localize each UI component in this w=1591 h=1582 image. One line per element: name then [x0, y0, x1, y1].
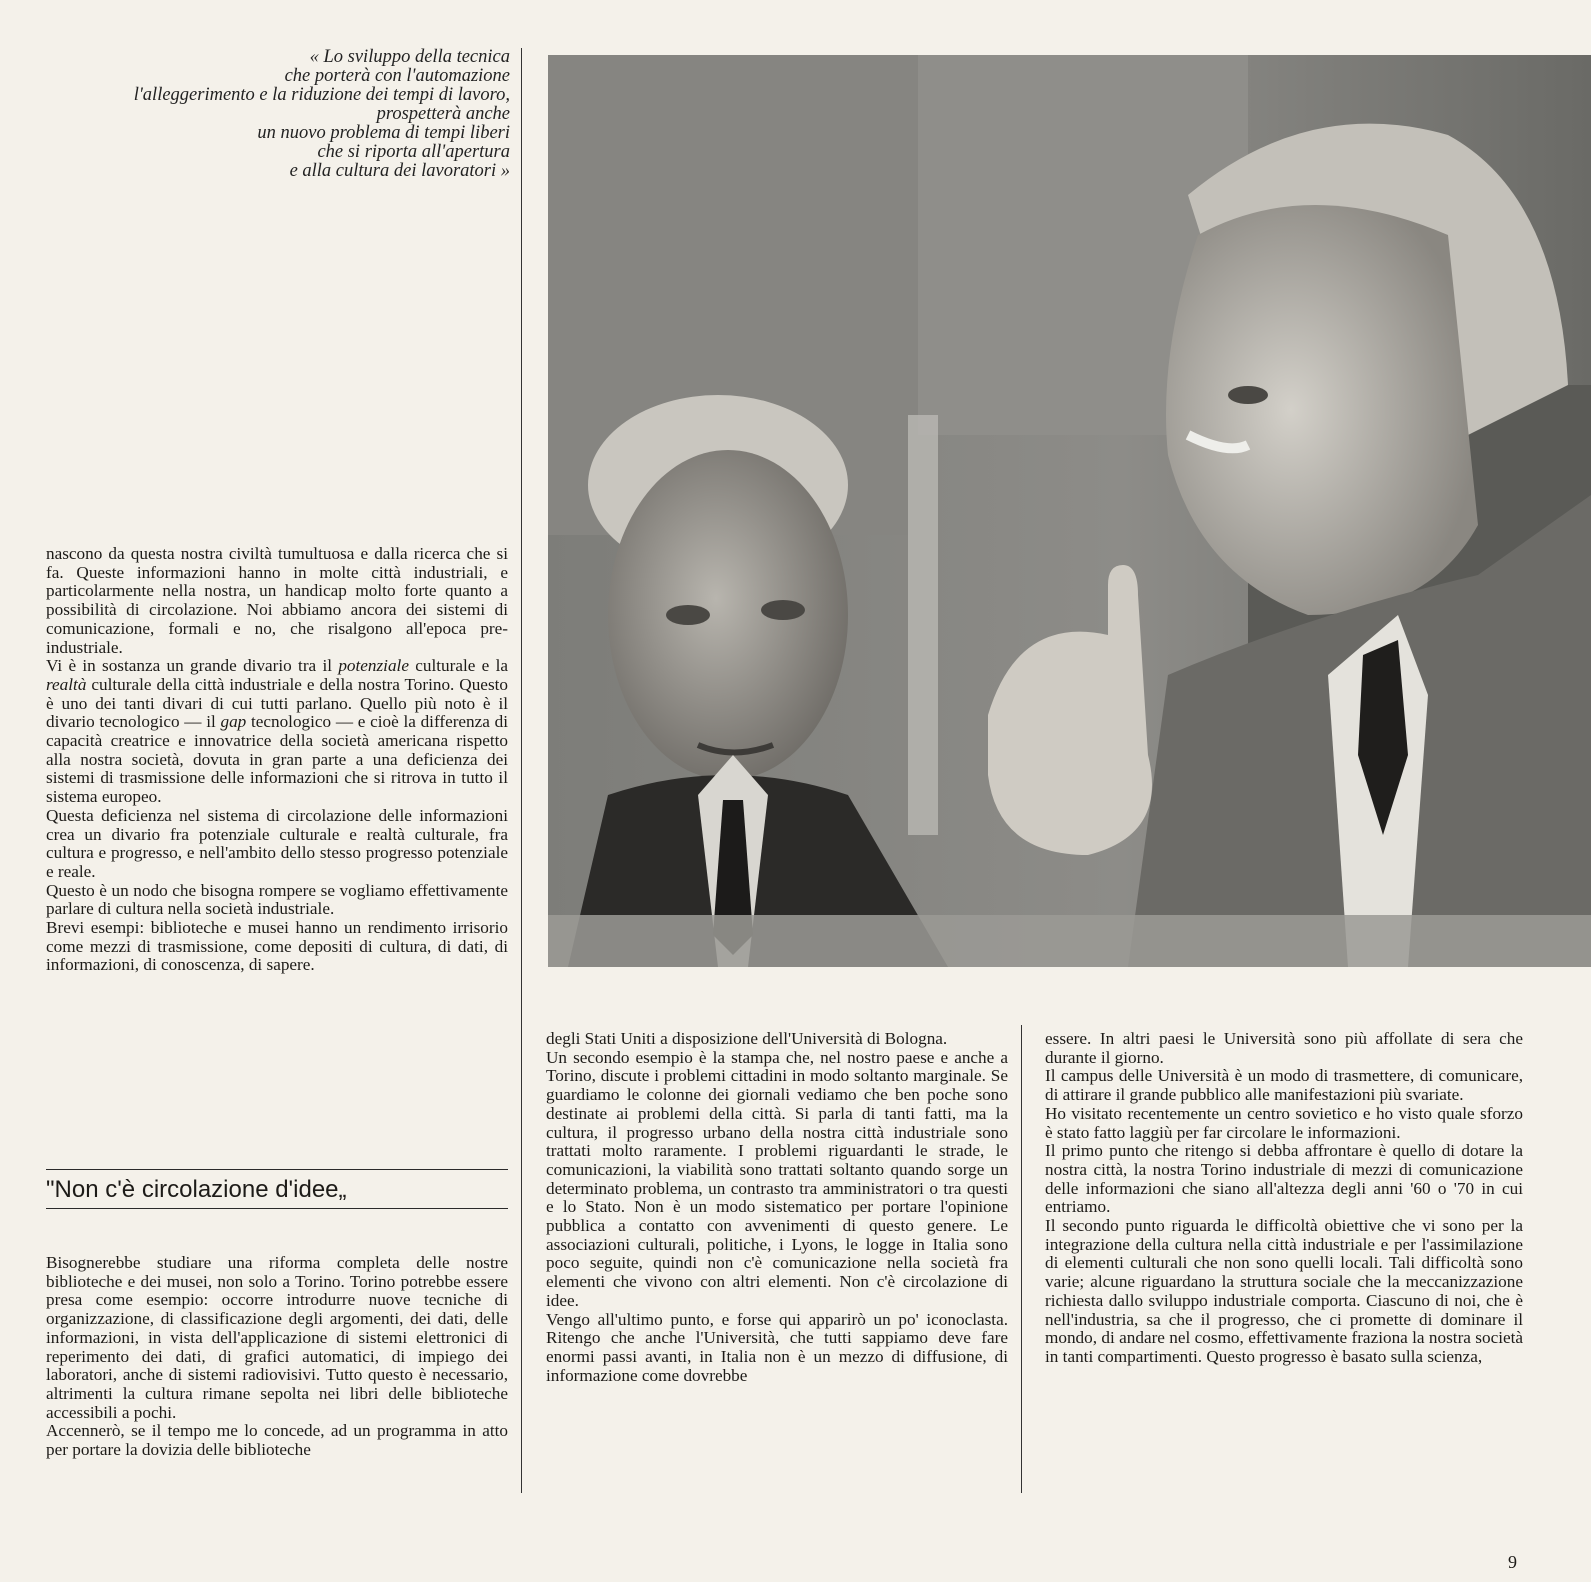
emphasis: potenziale [338, 656, 409, 676]
page-number: 9 [1508, 1552, 1517, 1572]
emphasis: gap [220, 712, 247, 732]
paragraph: Vengo all'ultimo punto, e forse qui apparirò un po' iconoclasta. Ritengo che anche l'Università, che tutti sappiamo deve fare enormi passi avanti, in Italia non è un mezzo di diffusione, di informazione come dovrebbe [546, 1309, 1008, 1385]
text-run: culturale della città industriale e della nostra Torino. Questo è uno dei tanti divari di cui tutti parlano. Quello più noto è il divario tecnologico — il [46, 674, 508, 732]
photograph-two-men [548, 55, 1591, 967]
section-heading-block [46, 1169, 508, 1209]
paragraph: Il secondo punto riguarda le difficoltà obiettive che vi sono per la integrazione della cultura nella città industriale e per l'assimilazione di elementi culturali che non sono quelli locali. Tali difficoltà sono varie; alcune riguardano la struttura sociale che la meccanizzazione richiesta dallo sviluppo industriale comporta. Ciascuno di noi, che è nell'industria, sa che il progresso, che ci promette di dominare il mondo, di andare nel cosmo, effettivamente fraziona la nostra società in tanti compartimenti. Questo progresso è basato sulla scienza, [1045, 1216, 1523, 1366]
article-column-1-lower [46, 1254, 508, 1460]
paragraph: nascono da questa nostra civiltà tumultuosa e dalla ricerca che si fa. Queste informazioni hanno in molte città industriali, e particolarmente nella nostra, un handicap molto forte quanto a possibilità di circolazione. Noi abbiamo ancora dei sistemi di comunicazione, formali e no, che risalgono all'epoca pre-industriale. [46, 544, 508, 657]
article-column-1 [46, 545, 508, 975]
paragraph: Questo è un nodo che bisogna rompere se vogliamo effettivamente parlare di cultura nella società industriale. [46, 880, 508, 919]
article-column-2 [546, 1030, 1008, 1385]
column-rule-left [521, 48, 522, 1493]
paragraph: Ho visitato recentemente un centro sovietico e ho visto quale sforzo è stato fatto laggiù per far circolare le informazioni. [1045, 1103, 1523, 1142]
photograph-illustration [548, 55, 1591, 967]
article-column-3 [1045, 1030, 1523, 1367]
quote-line: che si riporta all'apertura [317, 142, 510, 162]
paragraph: essere. In altri paesi le Università sono più affollate di sera che durante il giorno. [1045, 1029, 1523, 1067]
paragraph: Questa deficienza nel sistema di circolazione delle informazioni crea un divario fra potenziale culturale e realtà culturale, fra cultura e progresso, e nell'ambito dello stesso progresso potenziale e reale. [46, 805, 508, 881]
quote-line: l'alleggerimento e la riduzione dei tempi di lavoro, [133, 85, 510, 105]
text-run: Vi è in sostanza un grande divario tra il [46, 656, 339, 676]
paragraph: Il primo punto che ritengo si debba affrontare è quello di dotare la nostra città, la nostra Torino industriale di mezzi di comunicazione delle informazioni che siano all'altezza degli anni '60 o '70 in cui entriamo. [1045, 1141, 1523, 1217]
paragraph: degli Stati Uniti a disposizione dell'Università di Bologna. [546, 1029, 948, 1048]
paragraph: Un secondo esempio è la stampa che, nel nostro paese e anche a Torino, discute i problemi cittadini in modo soltanto marginale. Se guardiamo le colonne dei giornali vediamo che ben poche sono destinate ai problemi della città. Si parla di tanti fatti, ma la cultura, il progresso urbano della nostra città industriale sono trattati molto raramente. I problemi riguardanti le strade, le comunicazioni, la viabilità sono trattati soltanto quando sorge un determinato problema, un contrasto tra amministratori o tra questi e lo Stato. Non è un modo sistematico per portare l'opinione pubblica a contatto con avvenimenti di questo genere. Le associazioni culturali, politiche, i Lyons, le logge in Italia sono poco seguite, quindi non c'è comunicazione nella società fra elementi che vivono con altri elementi. Non c'è circolazione di idee. [546, 1047, 1008, 1310]
quote-line: « Lo sviluppo della tecnica [309, 47, 510, 67]
emphasis: realtà [46, 674, 87, 694]
pull-quote [40, 48, 510, 181]
paragraph: Brevi esempi: biblioteche e musei hanno un rendimento irrisorio come mezzi di trasmissione, come depositi di cultura, di dati, di informazioni, di conoscenza, di sapere. [46, 918, 508, 975]
quote-line: un nuovo problema di tempi liberi [257, 123, 510, 143]
text-run: culturale e la [408, 656, 508, 676]
quote-line: prospetterà anche [376, 104, 510, 124]
paragraph: Accennerò, se il tempo me lo concede, ad un programma in atto per portare la dovizia delle biblioteche [46, 1421, 508, 1460]
paragraph: Il campus delle Università è un modo di trasmettere, di comunicare, di attirare il grande pubblico alle manifestazioni più svariate. [1045, 1066, 1523, 1105]
text-run: tecnologico — e cioè la differenza di capacità creatrice e innovatrice della società americana rispetto alla nostra società, dovuta in gran parte a una deficienza dei sistemi di trasmissione delle informazioni che si ritrova in tutto il sistema europeo. [46, 712, 508, 807]
paragraph [46, 657, 508, 807]
quote-line: e alla cultura dei lavoratori » [289, 161, 510, 181]
column-rule-right [1021, 1025, 1022, 1493]
paragraph: Bisognerebbe studiare una riforma completa delle nostre biblioteche e dei musei, non solo a Torino. Torino potrebbe essere presa come esempio: occorre introdurre nuove tecniche di organizzazione, di classificazione degli argomenti, dei dati, delle informazioni, in vista dell'applicazione di sistemi elettronici di reperimento dei dati, di grafici automatici, di impiego dei laboratori, anche di sistemi radiovisivi. Tutto questo è necessario, altrimenti la cultura rimane sepolta nei libri delle biblioteche accessibili a pochi. [46, 1253, 508, 1422]
section-heading: "Non c'è circolazione d'idee„ [46, 1176, 347, 1203]
quote-line: che porterà con l'automazione [284, 66, 510, 86]
